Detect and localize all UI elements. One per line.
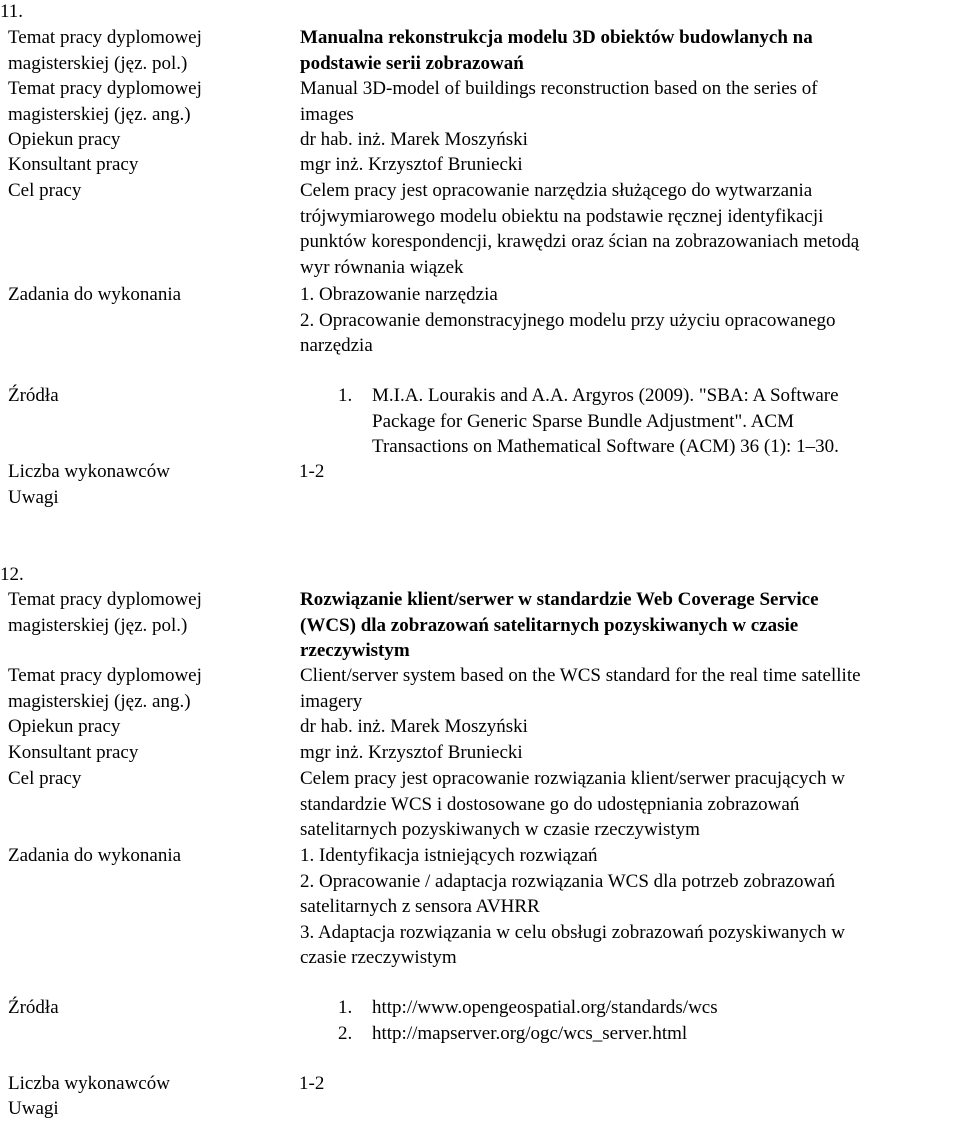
sources-list <box>300 995 718 1046</box>
supervisor-value: dr hab. inż. Marek Moszyński <box>300 129 528 150</box>
topic-pl-label: Temat pracy dyplomowej magisterskiej (jęz. pol.) <box>8 589 202 636</box>
topic-en-value: Manual 3D-model of buildings reconstruction based on the series of images <box>300 78 818 125</box>
consultant-label: Konsultant pracy <box>8 154 139 175</box>
topic-pl-value: Rozwiązanie klient/serwer w standardzie Web Coverage Service (WCS) dla zobrazowań satelitarnych pozyskiwanych w czasie rzeczywistym <box>300 589 819 661</box>
notes-label: Uwagi <box>8 487 59 508</box>
topic-en-label: Temat pracy dyplomowej magisterskiej (jęz. ang.) <box>8 78 202 125</box>
consultant-value: mgr inż. Krzysztof Bruniecki <box>300 742 523 763</box>
consultant-label: Konsultant pracy <box>8 742 139 763</box>
supervisor-label: Opiekun pracy <box>8 129 121 150</box>
goal-label: Cel pracy <box>8 768 82 789</box>
notes-label: Uwagi <box>8 1098 59 1119</box>
topic-en-label: Temat pracy dyplomowej magisterskiej (jęz. ang.) <box>8 665 202 712</box>
contractors-label: Liczba wykonawców <box>8 461 170 482</box>
source-link: http://www.opengeospatial.org/standards/wcs <box>372 997 718 1018</box>
source-link: http://mapserver.org/ogc/wcs_server.html <box>372 1022 688 1044</box>
tasks-value: 1. Obrazowanie narzędzia 2. Opracowanie demonstracyjnego modelu przy użyciu opracowanego narzędzia <box>300 284 836 356</box>
topic-pl-label: Temat pracy dyplomowej magisterskiej (jęz. pol.) <box>8 27 202 74</box>
contractors-value: 1-2 <box>299 461 325 482</box>
entry-number: 12. <box>0 564 24 585</box>
source-item: 1. http://www.opengeospatial.org/standards/wcs <box>300 995 718 1021</box>
source-item: 2. http://mapserver.org/ogc/wcs_server.html <box>300 1021 718 1047</box>
tasks-label: Zadania do wykonania <box>8 284 182 305</box>
sources-label: Źródła <box>8 997 59 1018</box>
tasks-label: Zadania do wykonania <box>8 845 182 866</box>
sources-list <box>300 383 839 460</box>
goal-label: Cel pracy <box>8 180 82 201</box>
goal-value: Celem pracy jest opracowanie narzędzia służącego do wytwarzania trójwymiarowego modelu obiektu na podstawie ręcznej identyfikacji punktów korespondencji, krawędzi oraz ścian na zobrazowaniach metodą wyr równania wiązek <box>300 180 860 278</box>
goal-value: Celem pracy jest opracowanie rozwiązania klient/serwer pracujących w standardzie WCS i dostosowane go do udostępniania zobrazowań satelitarnych pozyskiwanych w czasie rzeczywistym <box>300 768 845 840</box>
tasks-value: 1. Identyfikacja istniejących rozwiązań 2. Opracowanie / adaptacja rozwiązania WCS dla potrzeb zobrazowań satelitarnych z sensora AVHRR 3. Adaptacja rozwiązania w celu obsługi zobrazowań pozyskiwanych w czasie rzeczywistym <box>300 845 845 968</box>
sources-label: Źródła <box>8 385 59 406</box>
supervisor-value: dr hab. inż. Marek Moszyński <box>300 716 528 737</box>
contractors-label: Liczba wykonawców <box>8 1073 170 1094</box>
contractors-value: 1-2 <box>299 1073 325 1094</box>
topic-pl-value: Manualna rekonstrukcja modelu 3D obiektów budowlanych na podstawie serii zobrazowań <box>300 27 813 74</box>
supervisor-label: Opiekun pracy <box>8 716 121 737</box>
topic-en-value: Client/server system based on the WCS standard for the real time satellite imagery <box>300 665 861 712</box>
consultant-value: mgr inż. Krzysztof Bruniecki <box>300 154 523 175</box>
source-item: 1. M.I.A. Lourakis and A.A. Argyros (2009). "SBA: A Software Package for Generic Sparse Bundle Adjustment". ACM Transactions on Mathematical Software (ACM) 36 (1): 1–30. <box>338 385 839 457</box>
entry-number: 11. <box>0 1 24 22</box>
